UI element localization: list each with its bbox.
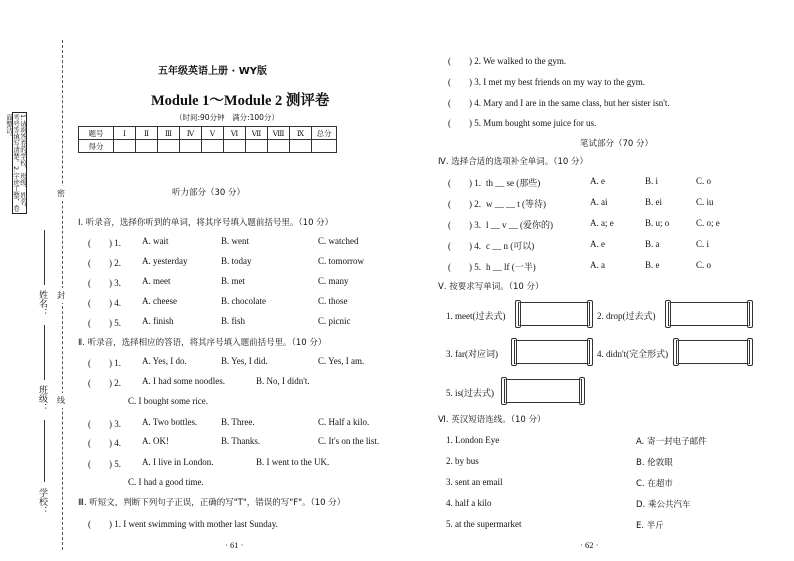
option-a: A. meet	[142, 276, 171, 286]
section1-title: Ⅰ. 听录音，选择你听到的单词，将其序号填入题前括号里。（10 分）	[78, 218, 334, 228]
score-cell: Ⅰ	[114, 127, 136, 140]
option-a: A. Two bottles.	[142, 417, 198, 427]
word-blank: c __ n (可以)	[486, 241, 535, 251]
section3-item: ( ) 3. I met my best friends on my way to the gym.	[448, 77, 645, 87]
page-number-right: · 62 ·	[580, 540, 599, 550]
option-c: C. watched	[318, 236, 359, 246]
phrase-left[interactable]: 4. half a kilo	[446, 498, 492, 508]
option-b: B. a	[645, 239, 660, 249]
score-cell: Ⅶ	[246, 127, 268, 140]
answer-box[interactable]	[514, 340, 590, 364]
name-field[interactable]	[44, 230, 45, 285]
school-label: 学校：	[37, 488, 47, 515]
score-row-label: 得分	[79, 140, 114, 153]
answer-box[interactable]	[518, 302, 590, 326]
phrase-left[interactable]: 1. London Eye	[446, 435, 500, 445]
section3-item: ( ) 5. Mum bought some juice for us.	[448, 118, 597, 128]
answer-box[interactable]	[668, 302, 750, 326]
question-number: ( ) 4.	[88, 438, 121, 448]
question-number: ( ) 3.	[88, 419, 121, 429]
word-blank: l __ v __ (爱你的)	[486, 220, 553, 230]
answer-box[interactable]	[676, 340, 750, 364]
option-a: A. e	[590, 176, 605, 186]
option-c: C. o	[696, 260, 712, 270]
score-cell: Ⅸ	[290, 127, 312, 140]
option-c: C. o	[696, 176, 712, 186]
question-number: ( ) 5.	[448, 262, 481, 272]
option-b: B. Yes, I did.	[221, 356, 268, 366]
score-cell: Ⅲ	[158, 127, 180, 140]
option-c: C. I had a good time.	[128, 477, 204, 487]
word-task-label: 2. drop(过去式)	[597, 311, 656, 321]
option-a: A. a	[590, 260, 605, 270]
option-a: A. ai	[590, 197, 608, 207]
score-cell: 总分	[312, 127, 337, 140]
option-c: C. iu	[696, 197, 714, 207]
option-c: C. Half a kilo.	[318, 417, 370, 427]
section3-item: ( ) 2. We walked to the gym.	[448, 56, 567, 66]
option-a: A. wait	[142, 236, 169, 246]
score-input[interactable]	[290, 140, 312, 153]
class-label: 班级：	[37, 385, 47, 412]
option-a: A. yesterday	[142, 256, 188, 266]
section2-title: Ⅱ. 听录音，选择相应的答语，将其序号填入题前括号里。（10 分）	[78, 338, 327, 348]
phrase-right[interactable]: C. 在超市	[636, 479, 673, 489]
exam-subtitle: 五年级英语上册 · WY版	[158, 66, 268, 77]
option-a: A. OK!	[142, 436, 169, 446]
seal-char-xian: 线	[57, 393, 65, 408]
word-task-label: 3. far(对应词)	[446, 349, 498, 359]
word-blank: th __ se (那些)	[486, 178, 541, 188]
phrase-left[interactable]: 2. by bus	[446, 456, 479, 466]
score-table-score-row	[79, 140, 337, 153]
question-number: ( ) 3.	[88, 278, 121, 288]
option-a: A. I live in London.	[142, 457, 214, 467]
phrase-right[interactable]: D. 乘公共汽车	[636, 500, 691, 510]
question-number: ( ) 1.	[88, 358, 121, 368]
section4-title: Ⅳ. 选择合适的选项补全单词。（10 分）	[438, 157, 589, 167]
score-cell: Ⅳ	[180, 127, 202, 140]
word-task-label: 4. didn't(完全形式)	[597, 349, 669, 359]
exam-title: Module 1～Module 2 测评卷	[151, 93, 330, 109]
option-a: A. e	[590, 239, 605, 249]
question-number: ( ) 2.	[88, 378, 121, 388]
option-c: C. o; e	[696, 218, 720, 228]
score-input[interactable]	[114, 140, 136, 153]
question-number: ( ) 2.	[448, 199, 481, 209]
exam-meta: （时间:90分钟 满分:100分）	[175, 113, 279, 122]
score-cell: Ⅱ	[136, 127, 158, 140]
question-number: ( ) 1.	[88, 238, 121, 248]
score-table	[78, 126, 337, 153]
question-number: ( ) 3.	[448, 220, 481, 230]
option-b: B. met	[221, 276, 245, 286]
score-input[interactable]	[158, 140, 180, 153]
listening-header: 听力部分（30 分）	[172, 188, 246, 198]
option-c: C. those	[318, 296, 348, 306]
phrase-left[interactable]: 3. sent an email	[446, 477, 503, 487]
school-field[interactable]	[44, 420, 45, 482]
score-cell: 题号	[79, 127, 114, 140]
option-c: C. i	[696, 239, 710, 249]
seal-char-mi: 密	[57, 186, 65, 201]
score-cell: Ⅵ	[224, 127, 246, 140]
word-blank: w __ __ t (等待)	[486, 199, 546, 209]
question-number: ( ) 4.	[88, 298, 121, 308]
score-input[interactable]	[180, 140, 202, 153]
phrase-left[interactable]: 5. at the supermarket	[446, 519, 522, 529]
phrase-right[interactable]: B. 伦敦眼	[636, 458, 673, 468]
option-c: C. picnic	[318, 316, 351, 326]
word-task-label: 5. is(过去式)	[446, 388, 494, 398]
option-b: B. chocolate	[221, 296, 266, 306]
name-label: 姓名：	[37, 290, 47, 317]
written-header: 笔试部分（70 分）	[580, 139, 654, 149]
option-b: B. fish	[221, 316, 246, 326]
word-blank: h __ lf (一半)	[486, 262, 536, 272]
seal-char-feng: 封	[57, 288, 65, 303]
word-task-label: 1. meet(过去式)	[446, 311, 506, 321]
score-input[interactable]	[136, 140, 158, 153]
score-cell: Ⅷ	[268, 127, 290, 140]
option-b: B. I went to the UK.	[256, 457, 330, 467]
option-a: A. a; e	[590, 218, 614, 228]
option-c: C. It's on the list.	[318, 436, 380, 446]
option-b: B. went	[221, 236, 249, 246]
question-number: ( ) 1.	[448, 178, 481, 188]
section6-title: Ⅵ. 英汉短语连线。（10 分）	[438, 415, 546, 425]
question-number: ( ) 5.	[88, 318, 121, 328]
score-input[interactable]	[246, 140, 268, 153]
option-c: C. Yes, I am.	[318, 356, 365, 366]
option-b: B. e	[645, 260, 660, 270]
option-b: B. i	[645, 176, 659, 186]
option-a: A. cheese	[142, 296, 177, 306]
section3-item: ( ) 1. I went swimming with mother last Sunday.	[88, 519, 278, 529]
option-b: B. Three.	[221, 417, 255, 427]
score-input[interactable]	[268, 140, 290, 153]
question-number: ( ) 5.	[88, 459, 121, 469]
option-b: B. u; o	[645, 218, 670, 228]
phrase-right[interactable]: A. 寄一封电子邮件	[636, 437, 707, 447]
class-field[interactable]	[44, 325, 45, 380]
option-c: C. I bought some rice.	[128, 396, 208, 406]
score-table-header-row	[79, 127, 337, 140]
option-c: C. many	[318, 276, 349, 286]
page-number-left: · 61 ·	[225, 540, 244, 550]
score-input[interactable]	[224, 140, 246, 153]
question-number: ( ) 2.	[88, 258, 121, 268]
section3-item: ( ) 4. Mary and I are in the same class, but her sister isn't.	[448, 98, 670, 108]
option-a: A. Yes, I do.	[142, 356, 187, 366]
option-b: B. ei	[645, 197, 662, 207]
section5-title: Ⅴ. 按要求写单词。（10 分）	[438, 282, 544, 292]
option-b: B. Thanks.	[221, 436, 261, 446]
phrase-right[interactable]: E. 半斤	[636, 521, 664, 531]
option-a: A. I had some noodles.	[142, 376, 225, 386]
question-number: ( ) 4.	[448, 241, 481, 251]
answer-box[interactable]	[504, 379, 582, 403]
score-input[interactable]	[202, 140, 224, 153]
notice-box: 1.请将答卷的学校、班级、姓名、考号等填写清楚。2.字迹工整，卷面整洁。	[12, 112, 27, 214]
score-cell: Ⅴ	[202, 127, 224, 140]
option-c: C. tomorrow	[318, 256, 364, 266]
option-a: A. finish	[142, 316, 174, 326]
score-input[interactable]	[312, 140, 337, 153]
section3-title: Ⅲ. 听短文，判断下列句子正误，正确的写"T"，错误的写"F"。（10 分）	[78, 498, 346, 508]
option-b: B. No, I didn't.	[256, 376, 310, 386]
option-b: B. today	[221, 256, 252, 266]
